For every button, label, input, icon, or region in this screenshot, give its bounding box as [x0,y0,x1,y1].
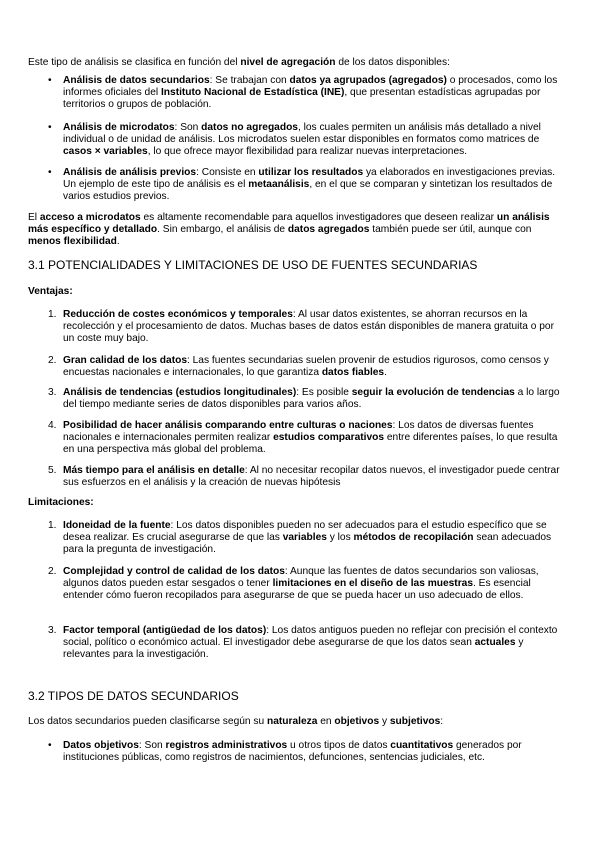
bold-text-run: datos agregados [287,224,370,235]
list-item-analisis-previos [63,167,563,203]
text-run: : Consiste en [196,167,259,178]
text-run: : Aunque las fuentes de datos secundarios son valiosas, algunos datos pueden estar sesgados o tener [63,566,539,589]
bold-text-run: estudios comparativos [273,432,385,443]
section-heading-3-2: 3.2 TIPOS DE DATOS SECUNDARIOS [28,689,239,703]
text-run: a lo largo del tiempo mediante series de datos disponibles para varios años. [63,387,560,410]
text-run: : Los datos de diversas fuentes nacionales e internacionales permiten realizar [63,420,534,443]
text-run: y relevantes para la investigación. [63,637,524,660]
bold-text-run: casos × variables [63,146,148,157]
bullet-marker: • [48,740,52,751]
bold-text-run: Análisis de microdatos [63,122,175,133]
bold-text-run: variables [282,532,327,543]
text-run: . [116,236,120,247]
text-run: : Es posible [296,387,352,398]
bold-text-run: Datos objetivos [63,740,139,751]
bold-text-run: Complejidad y control de calidad de los datos [63,566,285,577]
bold-text-run: Más tiempo para el análisis en detalle [63,465,245,476]
text-run: , los cuales permiten un análisis más detallado a nivel individual o de unidad de análisis. Los microdatos suelen estar disponibles en formatos como matrices de [63,122,541,145]
bold-text-run: Posibilidad de hacer análisis comparando entre culturas o naciones [63,420,393,431]
bullet-marker: • [48,122,52,133]
text-run: : [440,716,444,727]
list-number: 2. [48,566,57,577]
text-run: : Los datos antiguos pueden no reflejar con precisión el contexto social, político o económico actual. El investigador debe asegurarse de que los datos sean [63,625,558,648]
limitacion-item [63,625,563,661]
text-run: generados por instituciones públicas, como registros de nacimientos, defunciones, sentencias judiciales, etc. [63,740,522,763]
list-item-datos-objetivos [63,740,563,764]
text-run: u otros tipos de datos [287,740,391,751]
limitacion-item [63,566,563,602]
text-run: : Son [138,740,166,751]
text-run: , lo que ofrece mayor flexibilidad para realizar nuevas interpretaciones. [147,146,468,157]
bold-text-run: datos fiables [321,367,385,378]
text-run: , que presentan estadísticas agrupadas por territorios o grupos de población. [63,87,541,110]
bold-text-run: Instituto Nacional de Estadística (INE) [160,87,345,98]
bold-text-run: Análisis de tendencias (estudios longitudinales) [63,387,297,398]
ventaja-item [63,355,563,379]
text-run: ya elaborados en investigaciones previas. Un ejemplo de este tipo de análisis es el [63,167,556,190]
bold-text-run: utilizar los resultados [258,167,364,178]
text-run: . Sin embargo, el análisis de [157,224,288,235]
bold-text-run: objetivos [334,716,380,727]
ventaja-item [63,420,563,456]
list-item-datos-secundarios [63,75,563,111]
list-number: 1. [48,520,57,531]
section-heading-3-1: 3.1 POTENCIALIDADES Y LIMITACIONES DE USO DE FUENTES SECUNDARIAS [28,258,478,272]
bold-text-run: seguir la evolución de tendencias [351,387,515,398]
text-run: de los datos disponibles: [335,57,450,68]
text-run: es altamente recomendable para aquellos investigadores que deseen realizar [140,212,497,223]
tipos-paragraph [28,716,563,728]
text-run: y los [326,532,354,543]
bold-text-run: métodos de recopilación [353,532,474,543]
bold-text-run: cuantitativos [390,740,454,751]
limitacion-item [63,520,563,556]
text-run: . [384,367,387,378]
text-run: : Al no necesitar recopilar datos nuevos, el investigador puede centrar sus esfuerzos en el análisis y la creación de nuevas hipótesis [63,465,560,488]
intro-paragraph [28,57,563,69]
text-run: Este tipo de análisis se clasifica en función del [28,57,241,68]
bold-text-run: acceso a microdatos [39,212,141,223]
bold-text-run: Análisis de análisis previos [63,167,197,178]
text-run: también puede ser útil, aunque con [369,224,532,235]
text-run: sean adecuados para la pregunta de investigación. [63,532,552,555]
list-number: 3. [48,387,57,398]
text-run: El [28,212,40,223]
bold-text-run: actuales [474,637,516,648]
text-run: , en el que se comparan y sintetizan los resultados de varios estudios previos. [63,179,553,202]
list-number: 1. [48,309,57,320]
microdatos-paragraph [28,212,563,248]
bold-text-run: Análisis de datos secundarios [63,75,210,86]
text-run: o procesados, como los informes oficiales del [63,75,558,98]
text-run: : Se trabajan con [209,75,290,86]
bullet-marker: • [48,75,52,86]
text-run: : Los datos disponibles pueden no ser adecuados para el estudio específico que se desea realizar. Es crucial asegurarse de que las [63,520,547,543]
bold-text-run: Idoneidad de la fuente [63,520,171,531]
bold-text-run: nivel de agregación [240,57,336,68]
bullet-marker: • [48,167,52,178]
ventaja-item [63,465,563,489]
list-number: 5. [48,465,57,476]
bold-text-run: limitaciones en el diseño de las muestras [272,578,473,589]
list-number: 3. [48,625,57,636]
bold-text-run: datos no agregados [201,122,298,133]
list-number: 4. [48,420,57,431]
bold-text-run: un análisis más específico y detallado [28,212,550,235]
text-run: entre diferentes países, lo que resulta en una perspectiva más global del problema. [63,432,558,455]
limitaciones-label: Limitaciones: [28,497,94,508]
bold-text-run: menos flexibilidad [28,236,117,247]
text-run: en [317,716,335,727]
bold-text-run: datos ya agrupados (agregados) [289,75,447,86]
bold-text-run: subjetivos [389,716,441,727]
text-run: : Las fuentes secundarias suelen provenir de estudios rigurosos, como censos y encuestas nacionales e internacionales, lo que garantiza [63,355,549,378]
list-number: 2. [48,355,57,366]
text-run: . Es esencial entender cómo fueron recopilados para asegurarse de que se pueda hacer un uso adecuado de ellos. [63,578,531,601]
text-run: Los datos secundarios pueden clasificarse según su [28,716,267,727]
bold-text-run: Factor temporal (antigüedad de los datos) [63,625,267,636]
bold-text-run: Gran calidad de los datos [63,355,187,366]
text-run: y [379,716,390,727]
bold-text-run: metaanálisis [248,179,310,190]
text-run: : Al usar datos existentes, se ahorran recursos en la recolección y el procesamiento de datos. Muchas bases de datos están disponibles de manera gratuita o por un coste muy bajo. [63,309,554,344]
list-item-microdatos [63,122,563,158]
text-run: : Son [174,122,202,133]
bold-text-run: naturaleza [267,716,318,727]
ventaja-item [63,309,563,345]
ventaja-item [63,387,563,411]
bold-text-run: registros administrativos [165,740,288,751]
ventajas-label: Ventajas: [28,286,73,297]
bold-text-run: Reducción de costes económicos y temporales [63,309,293,320]
